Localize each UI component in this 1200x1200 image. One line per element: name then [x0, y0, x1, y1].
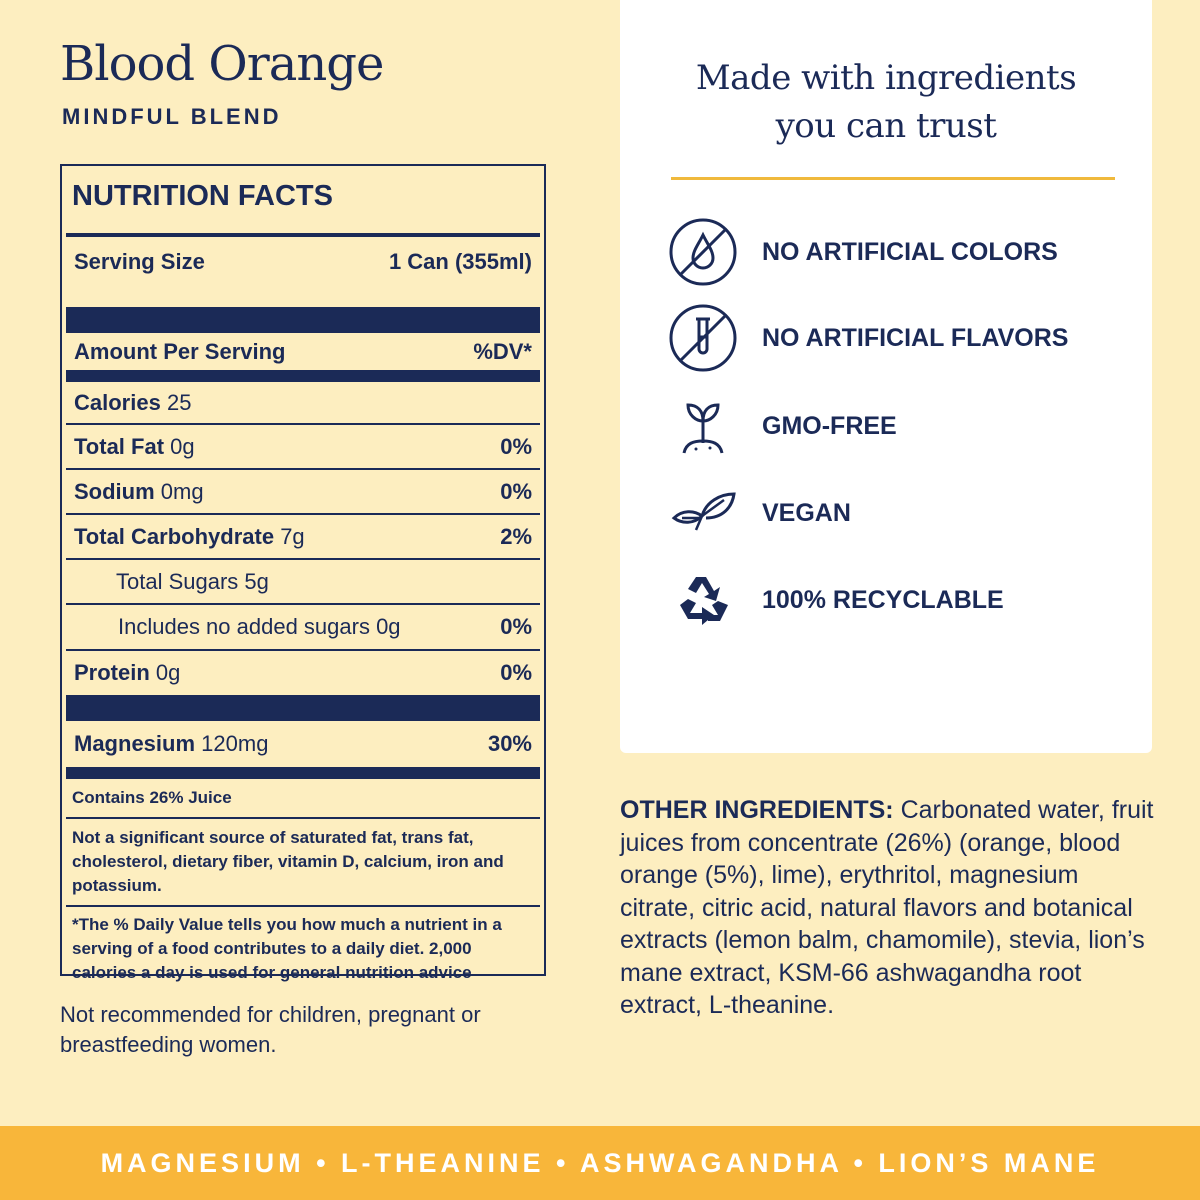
amount-per-serving-row [66, 333, 540, 370]
nutrient-label: Total Carbohydrate [74, 523, 275, 549]
feature-label: GMO-FREE [762, 411, 897, 440]
feature-vegan [668, 481, 1128, 545]
key-ingredients-band [0, 1126, 1200, 1200]
nutrient-amount: 7g [280, 523, 305, 549]
magnesium-row [66, 721, 540, 767]
protein-row [66, 651, 540, 695]
trust-card [620, 0, 1152, 753]
dv-header: %DV* [473, 338, 532, 364]
amount-per-serving-label: Amount Per Serving [74, 338, 286, 364]
nutrient-label: Protein [74, 660, 150, 685]
feature-recyclable [668, 568, 1128, 632]
feature-label: 100% RECYCLABLE [762, 585, 1004, 614]
feature-label: NO ARTIFICIAL FLAVORS [762, 323, 1069, 352]
nutrient-dv: 0% [500, 614, 532, 639]
nutrient-label: Sodium [74, 478, 155, 504]
recycle-icon [668, 568, 742, 632]
daily-value-note: *The % Daily Value tells you how much a nutrient in a serving of a food contributes to a daily diet. 2,000 calories a day is used for general nutrition advice [72, 915, 502, 982]
warning-note: Not recommended for children, pregnant or breastfeeding women. [60, 1002, 481, 1057]
feature-label: NO ARTIFICIAL COLORS [762, 237, 1058, 266]
other-ingredients [620, 794, 1160, 1022]
serving-size-label: Serving Size [74, 249, 205, 274]
calories-row [66, 382, 540, 425]
feature-no-artificial-colors [668, 220, 1128, 284]
thick-divider [66, 307, 540, 333]
serving-size-row [66, 237, 540, 287]
thick-divider [66, 695, 540, 721]
product-title: Blood Orange [60, 36, 384, 92]
no-test-tube-icon [668, 306, 742, 370]
calories-label: Calories [74, 389, 161, 415]
feature-label: VEGAN [762, 498, 851, 527]
nutrient-dv: 0% [500, 433, 532, 459]
ingredients-text: Carbonated water, fruit juices from concentrate (26%) (orange, blood orange (5%), lime), erythritol, magnesium citrate, citric acid, natural flavors and botanical extracts (lemon balm, chamomile), stevia, lion’s mane extract, KSM-66 ashwagandha root extract, L-theanine. [620, 796, 1154, 1019]
total-carbohydrate-row [66, 515, 540, 560]
feature-gmo-free [668, 394, 1128, 458]
accent-divider [671, 177, 1115, 180]
trust-heading-line: Made with ingredients [695, 58, 1077, 98]
nutrient-amount: 0g [155, 660, 181, 685]
total-sugars-row [66, 560, 540, 605]
nutrient-dv: 30% [487, 731, 532, 756]
added-sugars-row [66, 605, 540, 651]
nutrient-amount: 0mg [160, 478, 204, 504]
feature-no-artificial-flavors [668, 306, 1128, 370]
sprout-icon [668, 394, 742, 458]
juice-content: Contains 26% Juice [66, 779, 540, 819]
key-ingredients-text: MAGNESIUM • L-THEANINE • ASHWAGANDHA • LION’S MANE [100, 1147, 1100, 1178]
ingredients-label: OTHER INGREDIENTS: [620, 796, 894, 824]
nutrient-label: Total Sugars 5g [116, 568, 269, 594]
not-significant-note: Not a significant source of saturated fat, trans fat, cholesterol, dietary fiber, vitamin D, calcium, iron and potassium. [66, 819, 540, 907]
nutrient-label: Magnesium [74, 731, 196, 756]
trust-heading-line: you can trust [775, 106, 997, 146]
trust-heading [620, 54, 1152, 150]
nutrient-dv: 0% [500, 478, 532, 504]
medium-divider [66, 370, 540, 382]
leaf-icon [668, 481, 742, 545]
product-subtitle: MINDFUL BLEND [62, 104, 282, 129]
nutrient-dv: 0% [500, 660, 532, 685]
nutrition-facts-title: NUTRITION FACTS [72, 180, 333, 212]
nutrient-label: Total Fat [74, 433, 165, 459]
nutrient-amount: 120mg [201, 731, 269, 756]
no-drop-icon [668, 220, 742, 284]
serving-size-value: 1 Can (355ml) [388, 249, 532, 274]
sodium-row [66, 470, 540, 515]
nutrition-facts-panel [60, 164, 546, 982]
calories-value: 25 [166, 389, 192, 415]
total-fat-row [66, 425, 540, 470]
nutrient-dv: 2% [500, 523, 532, 549]
nutrient-label: Includes no added sugars 0g [118, 614, 401, 639]
nutrient-amount: 0g [170, 433, 195, 459]
medium-divider [66, 767, 540, 779]
